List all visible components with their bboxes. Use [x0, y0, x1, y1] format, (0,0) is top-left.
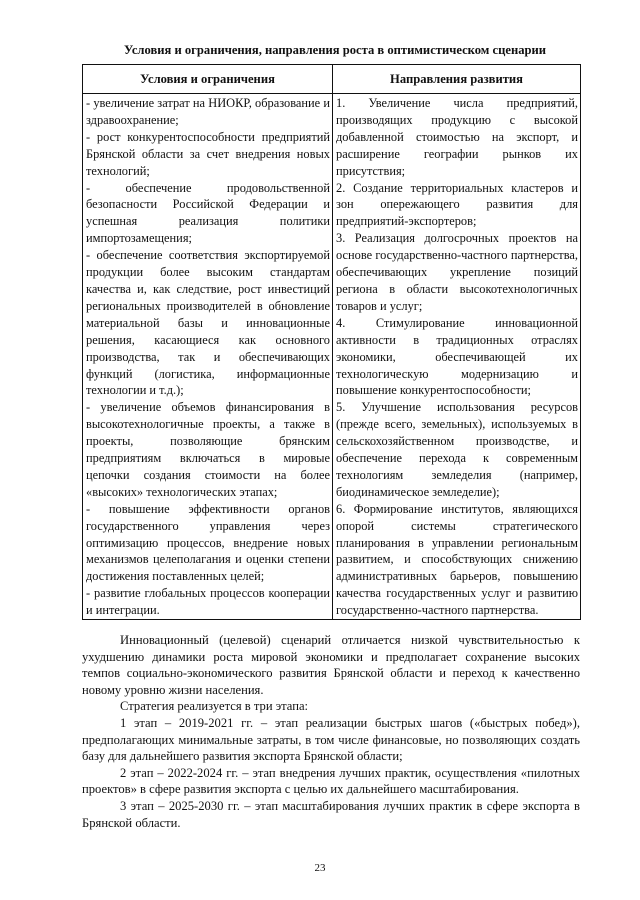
condition-item: - обеспечение соответствия экспортируемой продукции более высоким стандартам качества и, как следствие, рост инвестиций региональных производителей в обновление материальной базы и инновационные решения, касающиеся как основного производства, так и обеспечивающих функций (логистика, информационные технологии и т.д.); [86, 248, 330, 398]
page-number: 23 [314, 862, 326, 874]
direction-item: 1. Увеличение числа предприятий, производящих продукцию с высокой добавленной стоимостью на экспорт, и расширение географии рынков их присутствия; [336, 96, 578, 178]
body-text [82, 632, 580, 831]
condition-item: - развитие глобальных процессов кооперации и интеграции. [86, 586, 330, 618]
table-title: Условия и ограничения, направления роста в оптимистическом сценарии [123, 43, 547, 57]
paragraph-stage-3: 3 этап – 2025-2030 гг. – этап масштабирования лучших практик в сфере экспорта в Брянской области. [82, 798, 580, 830]
paragraph-scenario: Инновационный (целевой) сценарий отличается низкой чувствительностью к ухудшению динамики роста мировой экономики и предполагает сохранение высоких темпов социально-экономического развития Брянской области и переход к качественно новому уровню жизни населения. [82, 633, 580, 697]
conditions-table [82, 64, 581, 620]
paragraph-stage-2: 2 этап – 2022-2024 гг. – этап внедрения лучших практик, осуществления «пилотных проектов» в сфере развития экспорта с целью их дальнейшего масштабирования. [82, 765, 580, 797]
direction-item: 5. Улучшение использования ресурсов (прежде всего, земельных), используемых в сельскохозяйственном производстве, и обеспечение перехода к современным технологиям земледелия (например, биодинамическое земледелие); [336, 400, 578, 499]
conditions-cell [83, 94, 333, 620]
table-body-row [83, 94, 581, 620]
direction-item: 2. Создание территориальных кластеров и зон опережающего развития для предприятий-экспортеров; [336, 180, 578, 229]
header-directions: Направления развития [333, 65, 581, 94]
condition-item: - увеличение объемов финансирования в высокотехнологичные проекты, а также в проекты, позволяющие брянским предприятиям включаться в мировые цепочки создания стоимости на более «высоких» технологических этапах; [86, 400, 330, 499]
paragraph-stages-intro: Стратегия реализуется в три этапа: [120, 699, 309, 714]
condition-item: - рост конкурентоспособности предприятий Брянской области за счет внедрения новых технологий; [86, 129, 330, 178]
header-conditions: Условия и ограничения [83, 65, 333, 94]
condition-item: - повышение эффективности органов государственного управления через оптимизацию процессов, внедрение новых механизмов целеполагания и оценки степени достижения поставленных целей; [86, 501, 330, 584]
direction-item: 6. Формирование институтов, являющихся опорой системы стратегического планирования в управлении региональным развитием, и способствующих снижению административных барьеров, повышению качества государственных услуг и развитию государственно-частного партнерства. [336, 501, 578, 618]
table-header-row [83, 65, 581, 94]
paragraph-stage-1: 1 этап – 2019-2021 гг. – этап реализации быстрых шагов («быстрых побед»), предполагающих минимальные затраты, в том числе финансовые, но позволяющих создать базу для дальнейшего развития экспорта Брянской области; [82, 715, 580, 764]
condition-item: - увеличение затрат на НИОКР, образование и здравоохранение; [86, 96, 330, 127]
direction-item: 4. Стимулирование инновационной активности в традиционных отраслях экономики, обеспечивающей их технологическую модернизацию и повышение конкурентоспособности; [336, 315, 578, 398]
direction-item: 3. Реализация долгосрочных проектов на основе государственно-частного партнерства, обеспечивающих укрепление позиций региона в области высокотехнологичных товаров и услуг; [336, 231, 578, 313]
condition-item: - обеспечение продовольственной безопасности Российской Федерации и успешная реализация политики импортозамещения; [86, 180, 330, 246]
directions-cell [333, 94, 581, 620]
